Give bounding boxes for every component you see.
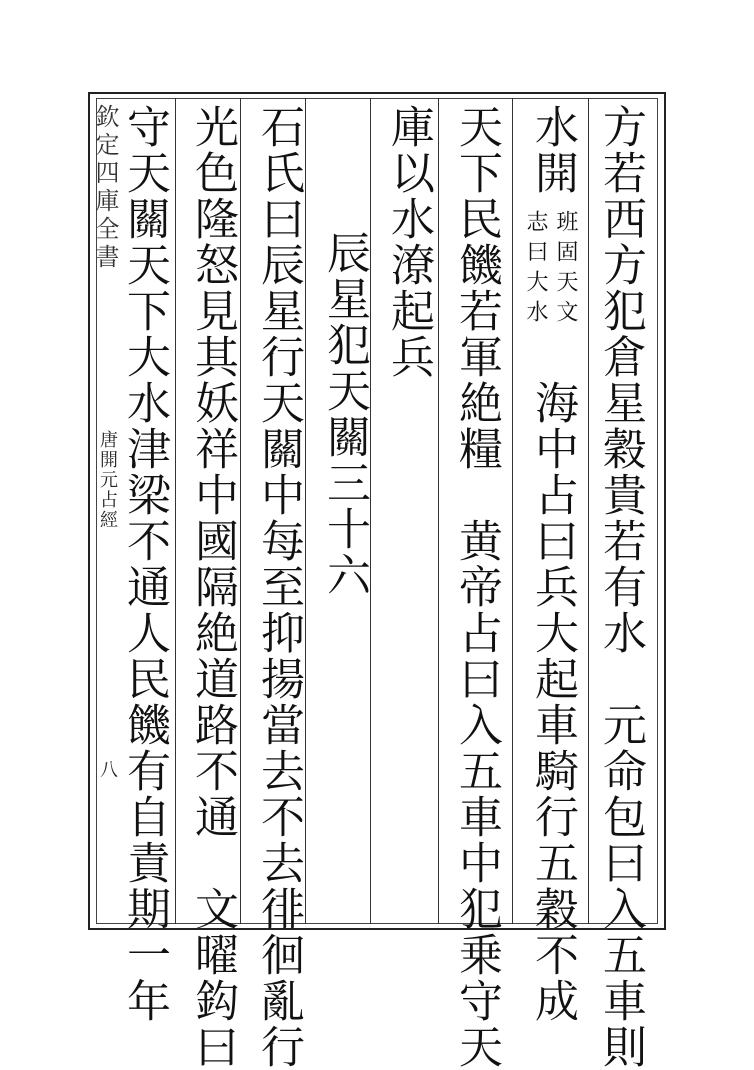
text-column-3: 天下民饑若軍絶糧 黄帝占曰入五車中犯乗守天: [451, 104, 502, 1070]
text-column-2-head: 水開: [527, 104, 578, 196]
column-divider: [438, 98, 439, 924]
annotation-b: 志曰大水: [523, 210, 548, 330]
text-column-1: 方若西方犯倉星穀貴若有水 元命包曰入五車則: [595, 104, 646, 1070]
text-column-2-tail: 海中占曰兵大起車騎行五穀不成: [527, 380, 578, 1024]
text-column-8: 守天關天下大水津梁不通人民饑有自責期一年: [119, 104, 170, 1024]
column-divider: [240, 98, 241, 924]
column-divider: [305, 98, 306, 924]
margin-page-number: 八: [97, 760, 118, 780]
text-column-7: 光色隆怒見其妖祥中國隔絶道路不通 文曜鈎曰: [187, 104, 238, 1070]
column-divider: [175, 98, 176, 924]
margin-book-title: 唐開元占經: [97, 430, 118, 530]
annotation-a: 班固天文: [553, 210, 578, 330]
column-divider: [370, 98, 371, 924]
column-divider: [512, 98, 513, 924]
text-column-4: 庫以水潦起兵: [383, 104, 434, 380]
margin-header: 欽定四庫全書: [91, 104, 119, 272]
text-column-6: 石氏曰辰星行天關中每至抑揚當去不去徘徊亂行: [253, 104, 304, 1070]
section-heading: 辰星犯天關三十六: [319, 230, 370, 598]
column-divider: [588, 98, 589, 924]
